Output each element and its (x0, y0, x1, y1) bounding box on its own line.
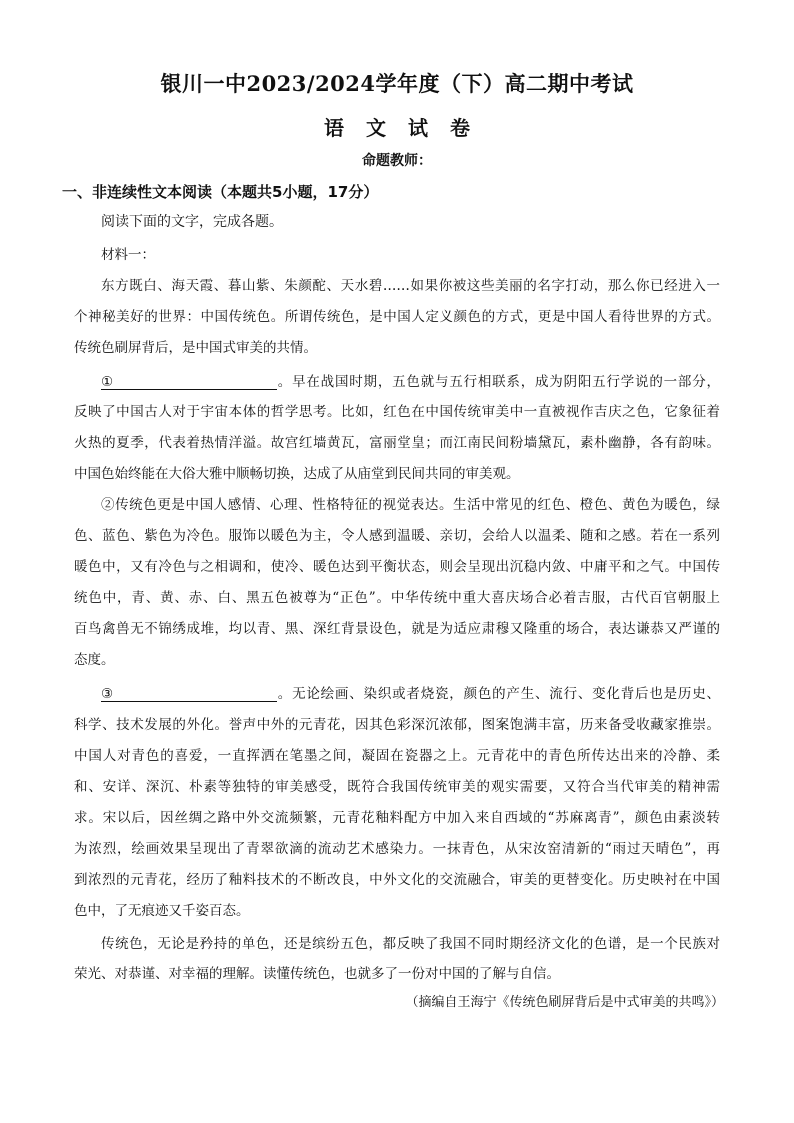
exam-title: 银川一中2023/2024学年度（下）高二期中考试 (160, 71, 634, 96)
paragraph-4-line: 到浓烈的元青花，经历了釉料技术的不断改良，中外文化的交流融合，审美的更替变化。历史映衬在中国 (74, 872, 720, 888)
paragraph-4-first-line (101, 682, 720, 702)
paragraph-3-line: 统色中，青、黄、赤、白、黑五色被尊为“正色”。中华传统中重大喜庆场合必着吉服，古代百官朝服上 (74, 590, 720, 606)
paragraph-2-first-line (101, 370, 720, 390)
paragraph-4-line: 科学、技术发展的外化。誉声中外的元青花，因其色彩深沉浓郁，图案饱满丰富，历来备受收藏家推崇。 (74, 717, 720, 733)
paragraph-4-first-text: 。无论绘画、染织或者烧瓷，颜色的产生、流行、变化背后也是历史、 (277, 686, 720, 702)
subject-title: 语文试卷 (324, 116, 492, 140)
teacher-label: 命题教师： (362, 153, 432, 169)
paragraph-4-line: 求。宋以后，因丝绸之路中外交流频繁，元青花釉料配方中加入来自西域的“苏麻离青”，颜色由素淡转 (74, 810, 720, 826)
paragraph-3-line: 色、蓝色、紫色为冷色。服饰以暖色为主，令人感到温暖、亲切，会给人以温柔、随和之感。若在一系列 (74, 528, 720, 544)
paragraph-1-line: 个神秘美好的世界：中国传统色。所谓传统色，是中国人定义颜色的方式，更是中国人看待世界的方式。 (74, 309, 720, 325)
paragraph-2-first-text: 。早在战国时期，五色就与五行相联系，成为阴阳五行学说的一部分， (277, 374, 720, 390)
blank-1: ① (101, 375, 277, 390)
paragraph-3-line: ②传统色更是中国人感情、心理、性格特征的视觉表达。生活中常见的红色、橙色、黄色为暖色，绿 (101, 497, 720, 513)
paragraph-3-line: 态度。 (74, 652, 115, 668)
paragraph-1-line: 传统色刷屏背后，是中国式审美的共情。 (74, 340, 317, 356)
paragraph-5-line: 荣光、对恭谨、对幸福的理解。读懂传统色，也就多了一份对中国的了解与自信。 (74, 966, 560, 982)
paragraph-4-line: 为浓烈，绘画效果呈现出了青翠欲滴的流动艺术感染力。一抹青色，从宋汝窑清新的“雨过天晴色”，再 (74, 841, 720, 857)
paragraph-4-line: 中国人对青色的喜爱，一直挥洒在笔墨之间，凝固在瓷器之上。元青花中的青色所传达出来的冷静、柔 (74, 748, 720, 764)
instruction-text: 阅读下面的文字，完成各题。 (101, 214, 283, 230)
material-label: 材料一： (101, 247, 155, 263)
source-citation: （摘编自王海宁《传统色刷屏背后是中式审美的共鸣》） (405, 995, 724, 1010)
paragraph-4-line: 和、安详、深沉、朴素等独特的审美感受，既符合我国传统审美的观实需要，又符合当代审美的精神需 (74, 779, 720, 795)
paragraph-3-line: 百鸟禽兽无不锦绣成堆，均以青、黑、深红背景设色，就是为适应肃穆又隆重的场合，表达谦恭又严谨的 (74, 621, 720, 637)
blank-3: ③ (101, 687, 277, 702)
paragraph-2-line: 中国色始终能在大俗大雅中顺畅切换，达成了从庙堂到民间共同的审美观。 (74, 466, 520, 482)
section-heading: 一、非连续性文本阅读（本题共5小题，17分） (62, 183, 379, 201)
paragraph-1-line: 东方既白、海天霞、暮山紫、朱颜酡、天水碧……如果你被这些美丽的名字打动，那么你已经进入一 (101, 278, 720, 294)
paragraph-4-line: 色中，了无痕迹又千姿百态。 (74, 903, 250, 919)
paragraph-2-line: 火热的夏季，代表着热情洋溢。故宫红墙黄瓦，富丽堂皇；而江南民间粉墙黛瓦，素朴幽静，各有韵味。 (74, 435, 720, 451)
paragraph-2-line: 反映了中国古人对于宇宙本体的哲学思考。比如，红色在中国传统审美中一直被视作吉庆之色，它象征着 (74, 404, 720, 420)
paragraph-5-line: 传统色，无论是矜持的单色，还是缤纷五色，都反映了我国不同时期经济文化的色谱，是一个民族对 (101, 936, 720, 952)
paragraph-3-line: 暖色中，又有冷色与之相调和，使冷、暖色达到平衡状态，则会呈现出沉稳内敛、中庸平和之气。中国传 (74, 559, 720, 575)
